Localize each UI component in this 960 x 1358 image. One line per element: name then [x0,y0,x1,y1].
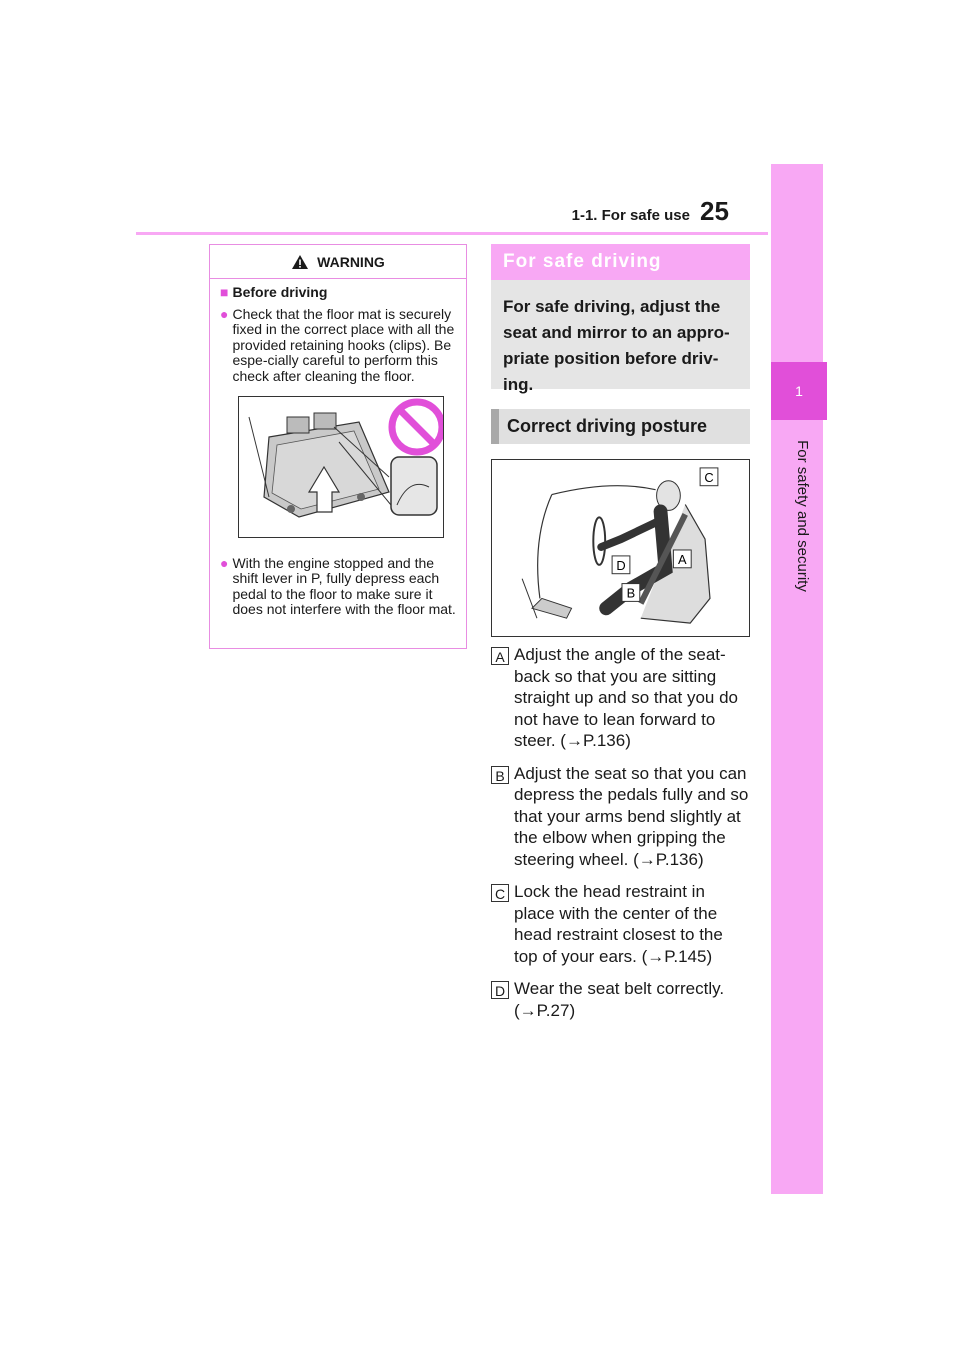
step-letter-a: A [491,647,509,665]
list-item [491,978,753,1021]
posture-heading: Correct driving posture [491,409,750,444]
section-title: 1-1. For safe use [571,207,690,224]
page-number: 25 [700,196,729,226]
callout-b: B [626,585,636,601]
chapter-tab-strip [771,164,823,1194]
warning-bullet-2: ● With the engine stopped and the shift lever in P, fully depress each pedal to the floor to make sure it does not interfere with the floor mat. [220,554,456,617]
safe-driving-intro: For safe driving, adjust the seat and mirror to an appro-priate position before driv-ing. [491,280,750,389]
step-letter-d: D [491,981,509,999]
driving-posture-illustration [491,459,750,637]
round-bullet-icon: ● [220,305,229,322]
callout-d: D [616,557,626,573]
step-text-b: Adjust the seat so that you can depress the pedals fully and so that your arms bend slightly at the elbow when gripping the steering wheel. (→P.136) [514,763,749,869]
callout-a: A [678,551,687,567]
warning-header [210,245,466,279]
list-item [491,763,753,871]
step-letter-b: B [491,766,509,784]
chapter-number: 1 [795,383,803,399]
posture-steps-list [491,644,753,1032]
callout-c: C [704,469,714,485]
step-text-a: Adjust the angle of the seat-back so that you are sitting straight up and so that you do not have to lean forward to steer. (→P.136) [514,645,738,750]
floor-mat-illustration [238,396,444,538]
safe-driving-heading: For safe driving [491,244,750,280]
warning-title: WARNING [317,253,385,270]
chapter-label: For safety and security [794,440,811,592]
warning-box [209,244,467,649]
round-bullet-icon: ● [220,554,229,571]
chapter-number-tab [771,362,827,420]
square-bullet-icon: ■ [220,284,229,300]
warning-bullet-1: ● Check that the floor mat is securely fixed in the correct place with all the provided retaining hooks (clips). Be espe-cially careful to perform this check after cleaning the floor. [220,305,455,384]
list-item [491,881,753,967]
warning-subheading: ■ Before driving [220,284,328,300]
step-letter-c: C [491,884,509,902]
warning-triangle-icon [291,254,309,270]
step-text-c: Lock the head restraint in place with the center of the head restraint closest to the top of your ears. (→P.145) [514,882,723,966]
header-rule [136,232,768,235]
step-text-d: Wear the seat belt correctly. (→P.27) [514,979,725,1020]
list-item [491,644,753,752]
